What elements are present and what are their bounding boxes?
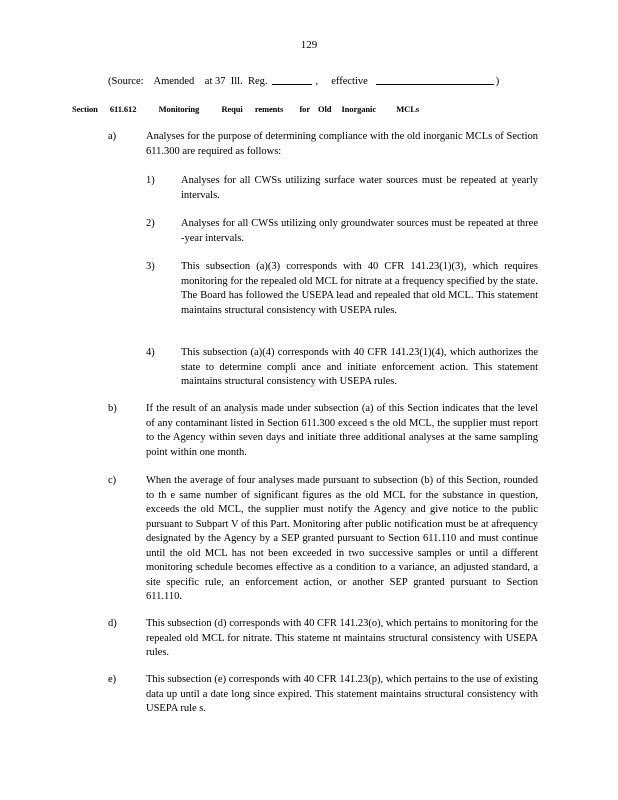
item-label: b) — [108, 403, 117, 414]
section-heading: Section 611.612 Monitoring Requi rements for Old Inorganic MCLs — [72, 104, 419, 114]
source-prefix: (Source: Amended at 37 Ill. Reg. — [108, 76, 268, 87]
item-label: d) — [108, 618, 117, 629]
source-note: (Source: Amended at 37 Ill. Reg. , effective ) — [108, 76, 500, 87]
blank-register-page — [272, 74, 312, 85]
item-text: This subsection (a)(3) corresponds with 40 CFR 141.23(1)(3), which requires monitoring for the repealed old MCL for nitrate at a frequency specified by the state. The Board has followed the USEPA lead and repealed that old MCL. This statement maintains structural consistency with USEPA rules. — [181, 261, 538, 316]
item-text: Analyses for the purpose of determining compliance with the old inorganic MCLs of Section 611.300 are required as follows: — [146, 131, 538, 157]
source-close: ) — [495, 76, 500, 87]
item-text: Analyses for all CWSs utilizing surface water sources must be repeated at yearly intervals. — [181, 175, 538, 201]
source-effective: effective — [331, 76, 368, 87]
item-text: If the result of an analysis made under subsection (a) of this Section indicates that the level of any contaminant listed in Section 611.300 exceed s the old MCL, the supplier must report to the Agency within seven days and initiate three additional analyses at the same sampling point within one month. — [146, 403, 538, 458]
item-label: e) — [108, 674, 117, 685]
item-label: 3) — [146, 261, 155, 272]
item-text: This subsection (e) corresponds with 40 CFR 141.23(p), which pertains to the use of existing data up until a date long since expired. This statement maintains structural consistency with USEPA rule s. — [146, 674, 538, 714]
item-label: 4) — [146, 347, 155, 358]
page-number: 129 — [300, 39, 318, 51]
item-text: Analyses for all CWSs utilizing only groundwater sources must be repeated at three -year intervals. — [181, 218, 538, 244]
blank-effective-date — [376, 74, 494, 85]
item-label: c) — [108, 475, 117, 486]
item-text: This subsection (a)(4) corresponds with 40 CFR 141.23(1)(4), which authorizes the state to determine compli ance and initiate enforcement action. This statement maintains structural consistency with USEPA rules. — [181, 347, 538, 387]
item-label: 2) — [146, 218, 155, 229]
item-text: This subsection (d) corresponds with 40 CFR 141.23(o), which pertains to monitoring for the repealed old MCL for nitrate. This stateme nt maintains structural consistency with USEPA rules. — [146, 618, 538, 658]
item-label: a) — [108, 131, 117, 142]
item-text: When the average of four analyses made pursuant to subsection (b) of this Section, rounded to th e same number of significant figures as the old MCL for the substance in question, exceeds the old MCL, the supplier must notify the Agency and give notice to the public pursuant to Subpart V of this Part. Monitoring after public notification must be at afrequency designated by the Agency by a SEP granted pursuant to Section 611.110 and must continue until the old MCL has not been exceeded in two successive samples or until a different monitoring schedule becomes effective as a condition to a variance, an adjusted standard, a site specific rule, an enforcement action, or another SEP granted pursuant to Section 611.110. — [146, 475, 538, 602]
item-label: 1) — [146, 175, 155, 186]
